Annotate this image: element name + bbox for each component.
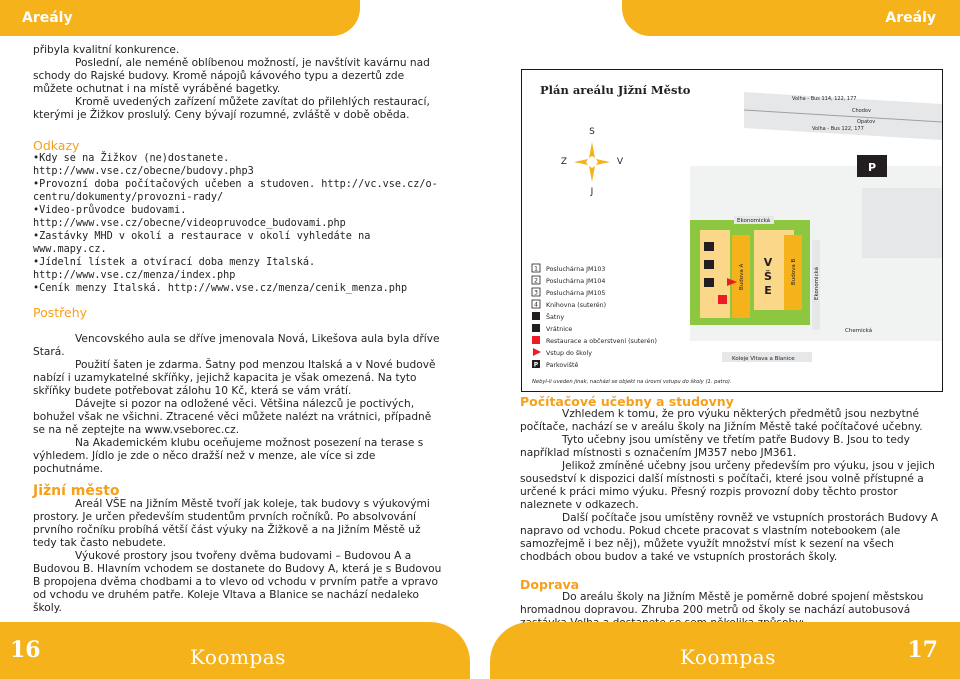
street-label: Ekonomická: [814, 266, 820, 300]
link-item[interactable]: •Provozní doba počítačových učeben a studoven. http://vc.vse.cz/o-centru/dokumenty/provozni-rady/: [33, 179, 438, 203]
intro-paragraph: přibyla kvalitní konkurence.: [33, 44, 180, 56]
header-title-right: Areály: [885, 10, 936, 26]
transport-paragraph: Do areálu školy na Jižním Městě je poměrně dobré spojení městskou hromadnou dopravou. Zhruba 200 metrů od školy se nachází autobusová: [520, 591, 924, 616]
pc-paragraph: Tyto učebny jsou umístěny ve třetím patře Budovy B. Jsou to tedy například místnosti s označením JM357 nebo JM361.: [520, 434, 910, 459]
vse-letter: Š: [764, 270, 772, 283]
links-heading: Odkazy: [33, 138, 80, 153]
road-label: Opatov: [857, 119, 876, 125]
map-title: Plán areálu Jižní Město: [540, 83, 691, 97]
pc-heading: Počítačové učebny a studovny: [520, 394, 734, 409]
brand-left: Koompas: [190, 645, 286, 669]
header-right: [622, 0, 960, 36]
reception-icon: [532, 324, 540, 332]
vse-letter: V: [763, 256, 773, 269]
south-paragraph: Výukové prostory jsou tvořeny dvěma budovami – Budovou A a Budovou B. Hlavním vchodem se dostanete do Budovy A, která je s Budovou B propojena dvěma chodbami a to vlevo od vchodu v prvním patře a vpravo od vchodu ve druhém patře. Koleje Vltava a Blanice se nachází nedaleko školy.: [33, 550, 442, 614]
link-item[interactable]: •Ceník menzy Italská. http://www.vse.cz/menza/cenik_menza.php: [33, 283, 408, 294]
road-label: Volha - Bus 122, 177: [812, 126, 864, 132]
note-paragraph: Použití šaten je zdarma. Šatny pod menzou Italská a v Nové budově nabízí i uzamykatelné skříňky, jejichž kapacita je však omezená. Na tyto skříňky budete potřebovat zálohu 10 Kč, která se vám vrátí.: [33, 359, 436, 397]
street-label: Ekonomická: [737, 218, 771, 224]
link-item[interactable]: •Jídelní lístek a otvírací doba menzy Italská. http://www.vse.cz/menza/index.php: [33, 257, 316, 281]
right-column: [520, 395, 940, 643]
restaurant-icon: [532, 336, 540, 344]
south-city-heading: Jižní město: [33, 483, 120, 499]
links-list: [33, 152, 443, 295]
legend-label: Restaurace a občerstvení (suterén): [546, 338, 657, 345]
parking-icon: P: [867, 161, 877, 174]
legend-symbol: 2: [534, 277, 538, 285]
entrance-legend-icon: [533, 348, 541, 356]
parking-legend-icon: P: [533, 361, 539, 369]
map-legend: [532, 264, 657, 369]
legend-label: Vrátnice: [546, 326, 573, 333]
legend-label: Posluchárna JM104: [546, 278, 606, 285]
header-left: [0, 0, 360, 36]
compass-west: Z: [560, 157, 568, 167]
building-a-label: Budova A: [739, 263, 745, 290]
pc-paragraph: Další počítače jsou umístěny rovněž ve vstupních prostorách Budovy A napravo od vchodu. Pokud chcete pracovat s vlastním notebookem (ale samozřejmě i bez něj), můžete využít množství míst k sezení na všech chodbách obou budov a také ve vstupních prostorách školy.: [520, 512, 939, 563]
compass-south: J: [590, 187, 594, 197]
compass-north: S: [589, 127, 595, 137]
road-label: Chodov: [852, 108, 871, 114]
intro-paragraph: Kromě uvedených zařízení můžete zavítat do přilehlých restaurací, kterými je Žižkov proslulý. Ceny bývají rozumné, zvláště v době oběda.: [33, 96, 430, 121]
road-label: Volha - Bus 114, 122, 177: [792, 96, 857, 102]
building-b-label: Budova B: [791, 258, 797, 285]
legend-symbol: 3: [534, 289, 538, 297]
link-item[interactable]: •Zastávky MHD v okolí a restaurace v okolí vyhledáte na www.mapy.cz.: [33, 231, 371, 255]
street-label: Koleje Vltava a Blanice: [732, 356, 795, 362]
link-item[interactable]: •Kdy se na Žižkov (ne)dostanete. http://www.vse.cz/obecne/budovy.php3: [33, 153, 254, 177]
legend-label: Parkoviště: [546, 362, 579, 369]
transport-heading: Doprava: [520, 577, 580, 592]
brand-right: Koompas: [680, 645, 776, 669]
legend-symbol: 4: [534, 301, 538, 309]
notes-heading: Postřehy: [33, 305, 88, 320]
legend-label: Knihovna (suterén): [546, 302, 607, 309]
note-paragraph: Na Akademickém klubu oceňujeme možnost posezení na terase s výhledem. Jídlo je zde o něco dražší než v menze, ale více si zde pochutnáme.: [33, 437, 424, 475]
page-number-left: 16: [10, 637, 41, 663]
legend-symbol: 1: [534, 265, 538, 273]
legend-label: Šatny: [546, 314, 565, 321]
note-paragraph: Vencovského aula se dříve jmenovala Nová, Likešova aula byla dříve Stará.: [33, 333, 440, 358]
campus-map-graphic: [522, 70, 942, 391]
street-label: Chemická: [845, 328, 873, 334]
compass-icon: [561, 127, 624, 197]
left-column: [33, 44, 443, 615]
map-note: Nebyl-li uveden jinak, nachází se objekt na úrovni vstupu do školy (1. patro).: [532, 379, 732, 385]
compass-east: V: [616, 157, 624, 167]
link-item[interactable]: •Video-průvodce budovami. http://www.vse.cz/obecne/videopruvodce_budovami.php: [33, 205, 346, 229]
vse-letter: E: [764, 284, 772, 297]
campus-map: [521, 69, 943, 392]
pc-paragraph: Jelikož zmíněné učebny jsou určeny především pro výuku, jsou v jejich sousedství k dispozici další místnosti s počítači, které jsou volně přístupné a určené k práci mimo výuku. Přesný rozpis provozní doby těchto prostor naleznete v odkazech.: [520, 460, 935, 511]
legend-label: Vstup do školy: [546, 350, 592, 357]
south-paragraph: Areál VŠE na Jižním Městě tvoří jak koleje, tak budovy s výukovými prostory. Je určen především studentům prvních ročníků. Po absolvování prvního ročníku probíhá větší část výuky na Žižkově a na Jižním Městě už tedy tak často nebudete.: [33, 498, 430, 549]
page-number-right: 17: [907, 637, 938, 663]
wardrobe-icon: [532, 312, 540, 320]
pc-paragraph: Vzhledem k tomu, že pro výuku některých předmětů jsou nezbytné počítače, nachází se v areálu školy na Jižním Městě také počítačové učebny.: [520, 408, 923, 433]
intro-paragraph: Poslední, ale neméně oblíbenou možností, je navštívit kavárnu nad schody do Rajské budovy. Kromě nápojů kávového typu a dezertů zde můžete ochutnat i na místě vyráběné bagetky.: [33, 57, 430, 95]
legend-label: Posluchárna JM105: [546, 290, 606, 297]
header-title-left: Areály: [22, 10, 73, 26]
legend-label: Posluchárna JM103: [546, 266, 606, 273]
note-paragraph: Dávejte si pozor na odložené věci. Většina nálezců je poctivých, bohužel však ne všichni. Ztracené věci můžete nalézt na vrátnici, případně se na ně zeptejte na www.vseborec.cz.: [33, 398, 432, 436]
